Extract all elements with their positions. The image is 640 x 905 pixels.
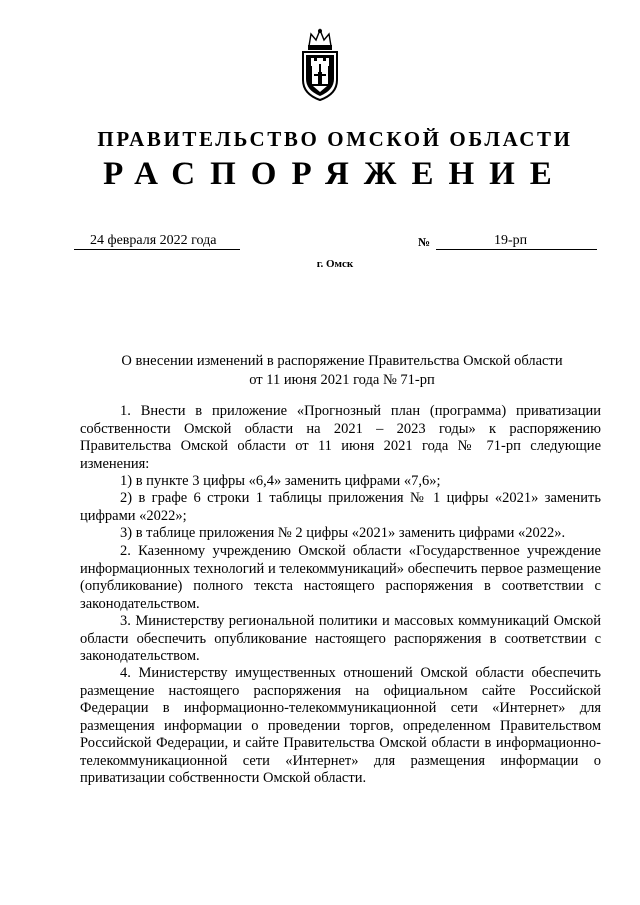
document-date-field xyxy=(74,232,240,250)
document-subject xyxy=(82,352,602,390)
paragraph-3: 3. Министерству региональной политики и массовых коммуникаций Омской области обеспечить опубликование настоящего распоряжения в соответствии с законодательством. xyxy=(80,613,601,664)
document-date: 24 февраля 2022 года xyxy=(90,233,217,248)
paragraph-2: 2. Казенному учреждению Омской области «Государственное учреждение информационных технологий и телекоммуникаций» обеспечить первое размещение (опубликование) полного текста настоящего распоряжения в соответствии с законодательством. xyxy=(80,543,601,612)
government-name: ПРАВИТЕЛЬСТВО ОМСКОЙ ОБЛАСТИ xyxy=(97,127,573,151)
subject-line-2: от 11 июня 2021 года № 71-рп xyxy=(249,372,435,388)
city: г. Омск xyxy=(316,258,354,270)
paragraph-1-item-2: 2) в графе 6 строки 1 таблицы приложения № 1 цифры «2021» заменить цифрами «2022»; xyxy=(80,490,601,524)
omsk-coat-of-arms-icon xyxy=(299,28,341,102)
paragraph-4: 4. Министерству имущественных отношений Омской области обеспечить размещение настоящего распоряжения на официальном сайте Российской Федерации в информационно-телекоммуникационной сети «Интернет» для размещения информации о проведении торгов, определенном Правительством Российской Федерации, и сайте Правительства Омской области в информационно-телекоммуникационной сети «Интернет» для размещения информации о приватизации собственности Омской области. xyxy=(80,665,601,786)
document-number-field xyxy=(436,232,597,250)
paragraph-1-item-1: 1) в пункте 3 цифры «6,4» заменить цифрами «7,6»; xyxy=(120,473,441,489)
number-sign: № xyxy=(418,235,431,249)
document-number: 19-рп xyxy=(494,233,528,248)
document-type: РАСПОРЯЖЕНИЕ xyxy=(103,156,567,192)
paragraph-1: 1. Внести в приложение «Прогнозный план (программа) приватизации собственности Омской области на 2021 – 2023 годы» к распоряжению Правительства Омской области от 11 июня 2021 года № 71-рп следующие изменения: xyxy=(80,403,601,472)
paragraph-1-item-3: 3) в таблице приложения № 2 цифры «2021» заменить цифрами «2022». xyxy=(120,525,566,541)
subject-line-1: О внесении изменений в распоряжение Правительства Омской области xyxy=(121,353,563,369)
